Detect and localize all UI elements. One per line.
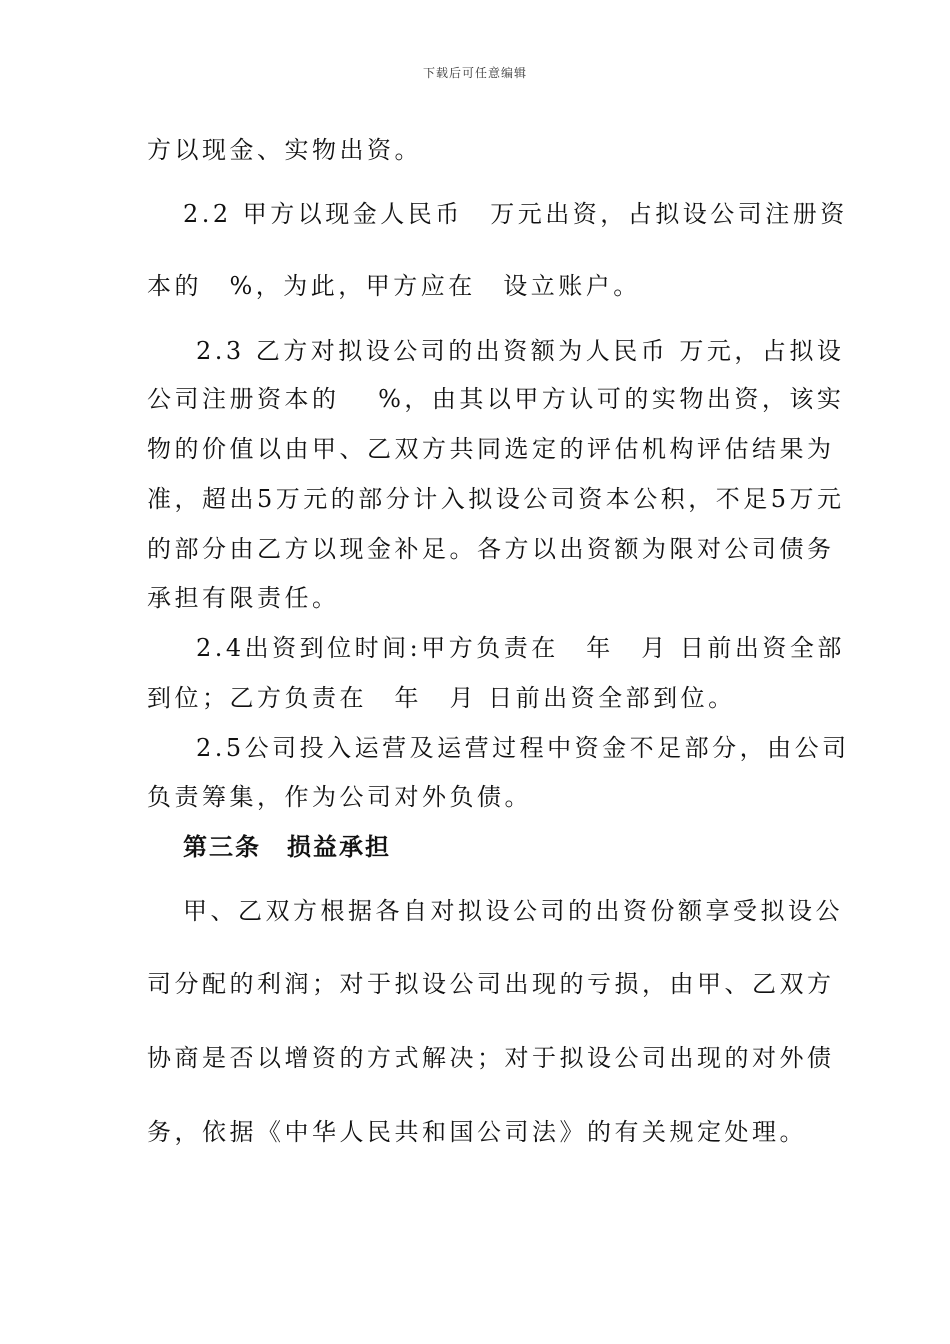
text-line: 负责筹集，作为公司对外负债。 xyxy=(147,783,532,811)
text-line: 司分配的利润；对于拟设公司出现的亏损，由甲、乙双方 xyxy=(147,970,835,998)
text-line: 方以现金、实物出资。 xyxy=(147,136,422,164)
text-line: 2.2 甲方以现金人民币 万元出资，占拟设公司注册资 xyxy=(183,200,848,228)
text-line: 2.4出资到位时间:甲方负责在 年 月 日前出资全部 xyxy=(196,634,845,662)
text-line: 的部分由乙方以现金补足。各方以出资额为限对公司债务 xyxy=(147,535,835,563)
text-line: 承担有限责任。 xyxy=(147,584,340,612)
text-line: 本的 %，为此，甲方应在 设立账户。 xyxy=(147,272,641,300)
text-line: 2.5公司投入运营及运营过程中资金不足部分，由公司 xyxy=(196,734,850,762)
text-line: 公司注册资本的 %，由其以甲方认可的实物出资，该实 xyxy=(147,385,845,413)
text-line: 协商是否以增资的方式解决；对于拟设公司出现的对外债 xyxy=(147,1044,835,1072)
text-line: 物的价值以由甲、乙双方共同选定的评估机构评估结果为 xyxy=(147,435,835,463)
section-heading: 第三条 损益承担 xyxy=(183,833,391,861)
text-line: 甲、乙双方根据各自对拟设公司的出资份额享受拟设公 xyxy=(183,897,843,925)
page-header: 下载后可任意编辑 xyxy=(422,66,527,80)
text-line: 2.3 乙方对拟设公司的出资额为人民币 万元，占拟设 xyxy=(196,337,845,365)
text-line: 务，依据《中华人民共和国公司法》的有关规定处理。 xyxy=(147,1118,807,1146)
text-line: 准，超出5万元的部分计入拟设公司资本公积，不足5万元 xyxy=(147,485,845,513)
text-line: 到位；乙方负责在 年 月 日前出资全部到位。 xyxy=(147,684,736,712)
